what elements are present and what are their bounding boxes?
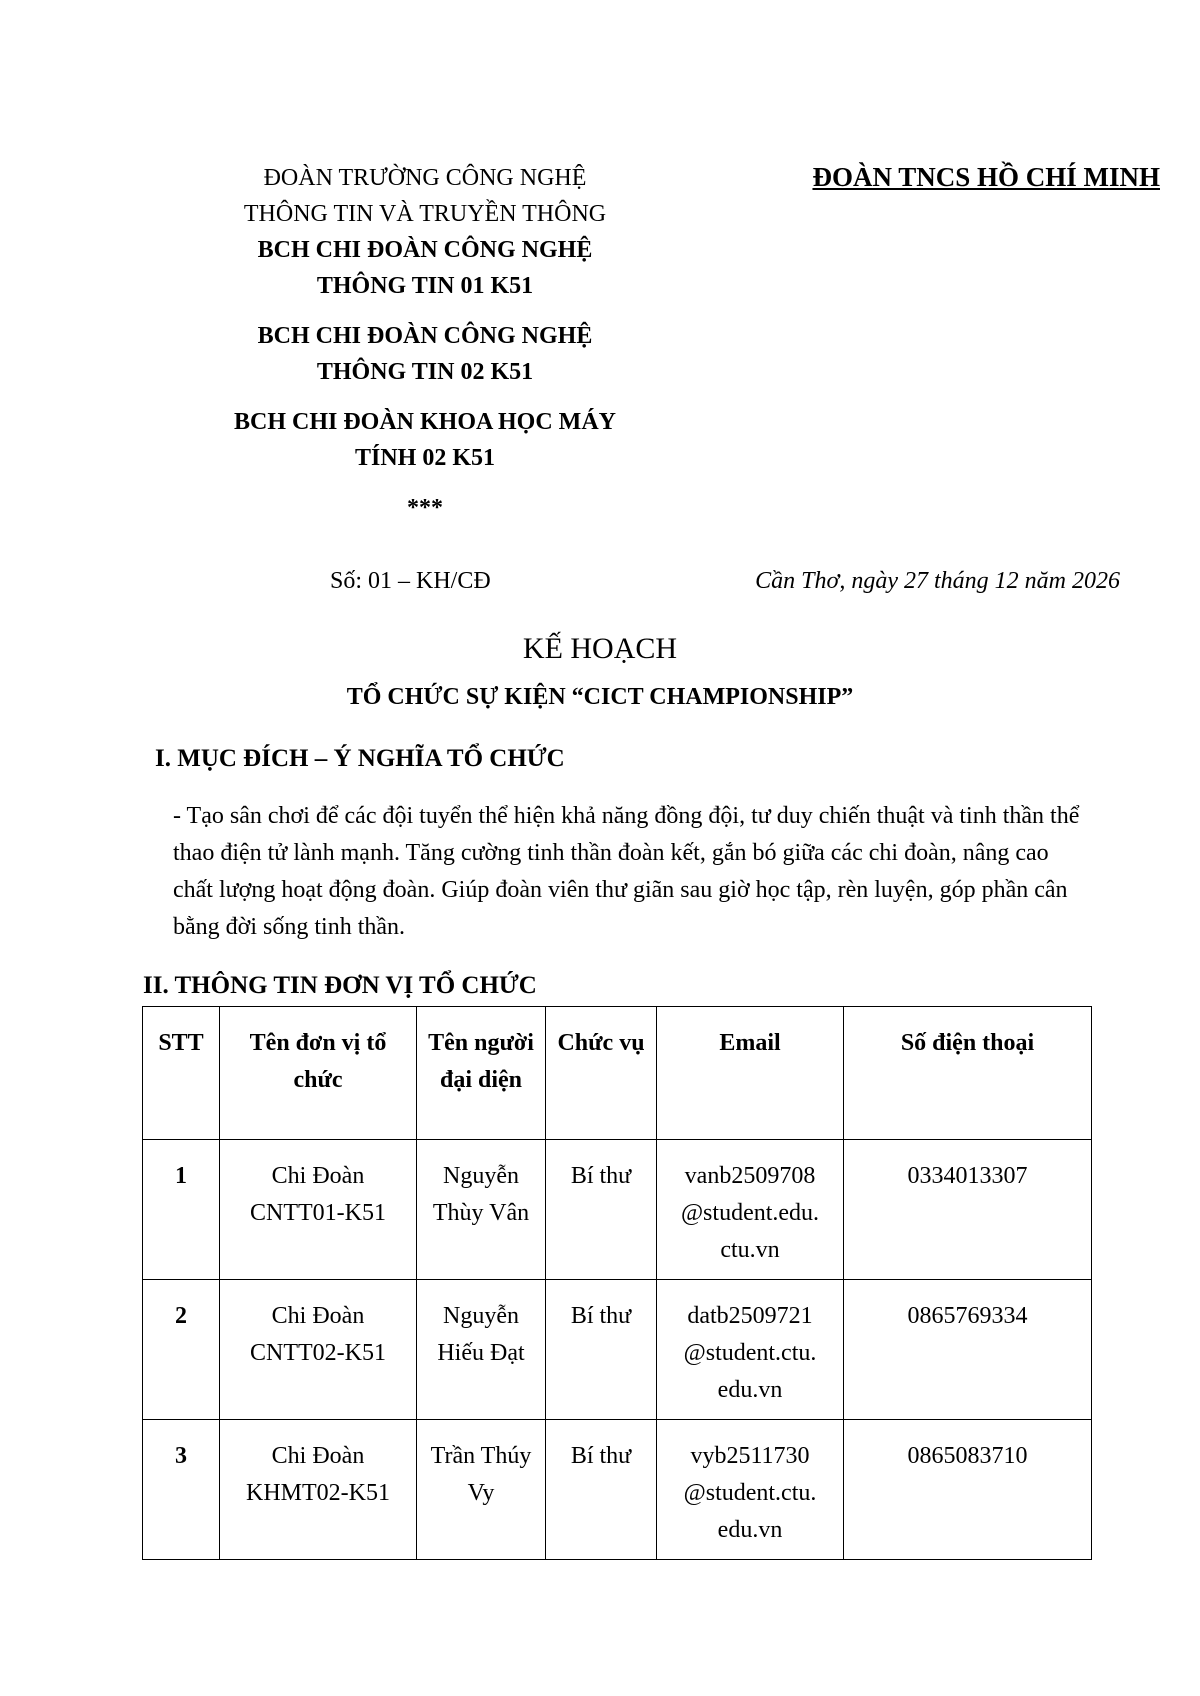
cell-representative: Nguyễn Thùy Vân	[417, 1140, 546, 1280]
cell-unit: Chi Đoàn CNTT01-K51	[220, 1140, 417, 1280]
section-1-heading: I. MỤC ĐÍCH – Ý NGHĨA TỔ CHỨC	[155, 745, 565, 772]
column-header-unit: Tên đơn vị tổ chức	[220, 1007, 417, 1140]
cell-unit: Chi Đoàn CNTT02-K51	[220, 1280, 417, 1420]
section-2-heading: II. THÔNG TIN ĐƠN VỊ TỔ CHỨC	[143, 972, 537, 999]
column-header-email: Email	[657, 1007, 844, 1140]
table-row	[143, 1280, 1092, 1420]
table-row	[143, 1420, 1092, 1560]
cell-stt: 2	[143, 1280, 220, 1420]
cell-stt: 3	[143, 1420, 220, 1560]
column-header-phone: Số điện thoại	[844, 1007, 1092, 1140]
cell-email: vanb2509708 @student.edu. ctu.vn	[657, 1140, 844, 1280]
stars-separator: ***	[407, 495, 443, 521]
bch1-line-1: BCH CHI ĐOÀN CÔNG NGHỆ	[257, 237, 593, 263]
table-row	[143, 1140, 1092, 1280]
cell-email: vyb2511730 @student.ctu. edu.vn	[657, 1420, 844, 1560]
cell-phone: 0865769334	[844, 1280, 1092, 1420]
section-1-paragraph: - Tạo sân chơi để các đội tuyển thể hiện khả năng đồng đội, tư duy chiến thuật và tinh thần thể thao điện tử lành mạnh. Tăng cường tinh thần đoàn kết, gắn bó giữa các chi đoàn, nâng cao chất lượng hoạt động đoàn. Giúp đoàn viên thư giãn sau giờ học tập, rèn luyện, góp phần cân bằng đời sống tinh thần.	[173, 803, 1080, 940]
document-title: KẾ HOẠCH	[522, 632, 678, 665]
document-number: Số: 01 – KH/CĐ	[330, 568, 491, 594]
bch1-line-2: THÔNG TIN 01 K51	[316, 273, 534, 299]
cell-phone: 0865083710	[844, 1420, 1092, 1560]
column-header-stt: STT	[143, 1007, 220, 1140]
bch3-line-2: TÍNH 02 K51	[354, 445, 495, 471]
bch3-line-1: BCH CHI ĐOÀN KHOA HỌC MÁY	[233, 409, 616, 435]
cell-unit: Chi Đoàn KHMT02-K51	[220, 1420, 417, 1560]
cell-phone: 0334013307	[844, 1140, 1092, 1280]
org-line-1: ĐOÀN TRƯỜNG CÔNG NGHỆ	[263, 165, 587, 191]
column-header-position: Chức vụ	[546, 1007, 657, 1140]
cell-position: Bí thư	[546, 1420, 657, 1560]
cell-representative: Trần Thúy Vy	[417, 1420, 546, 1560]
bch2-line-2: THÔNG TIN 02 K51	[316, 359, 534, 385]
document-subtitle: TỔ CHỨC SỰ KIỆN “CICT CHAMPIONSHIP”	[346, 684, 854, 710]
bch2-line-1: BCH CHI ĐOÀN CÔNG NGHỆ	[257, 323, 593, 349]
cell-email: datb2509721 @student.ctu. edu.vn	[657, 1280, 844, 1420]
cell-position: Bí thư	[546, 1280, 657, 1420]
date-line: Cần Thơ, ngày 27 tháng 12 năm 2026	[755, 568, 1120, 594]
cell-stt: 1	[143, 1140, 220, 1280]
issuing-organization-block	[185, 160, 665, 526]
table-header-row	[143, 1007, 1092, 1140]
organizing-units-table	[142, 1006, 1092, 1560]
cell-representative: Nguyễn Hiếu Đạt	[417, 1280, 546, 1420]
org-line-2: THÔNG TIN VÀ TRUYỀN THÔNG	[243, 201, 607, 227]
cell-position: Bí thư	[546, 1140, 657, 1280]
column-header-representative: Tên người đại diện	[417, 1007, 546, 1140]
union-title: ĐOÀN TNCS HỒ CHÍ MINH	[812, 162, 1160, 192]
